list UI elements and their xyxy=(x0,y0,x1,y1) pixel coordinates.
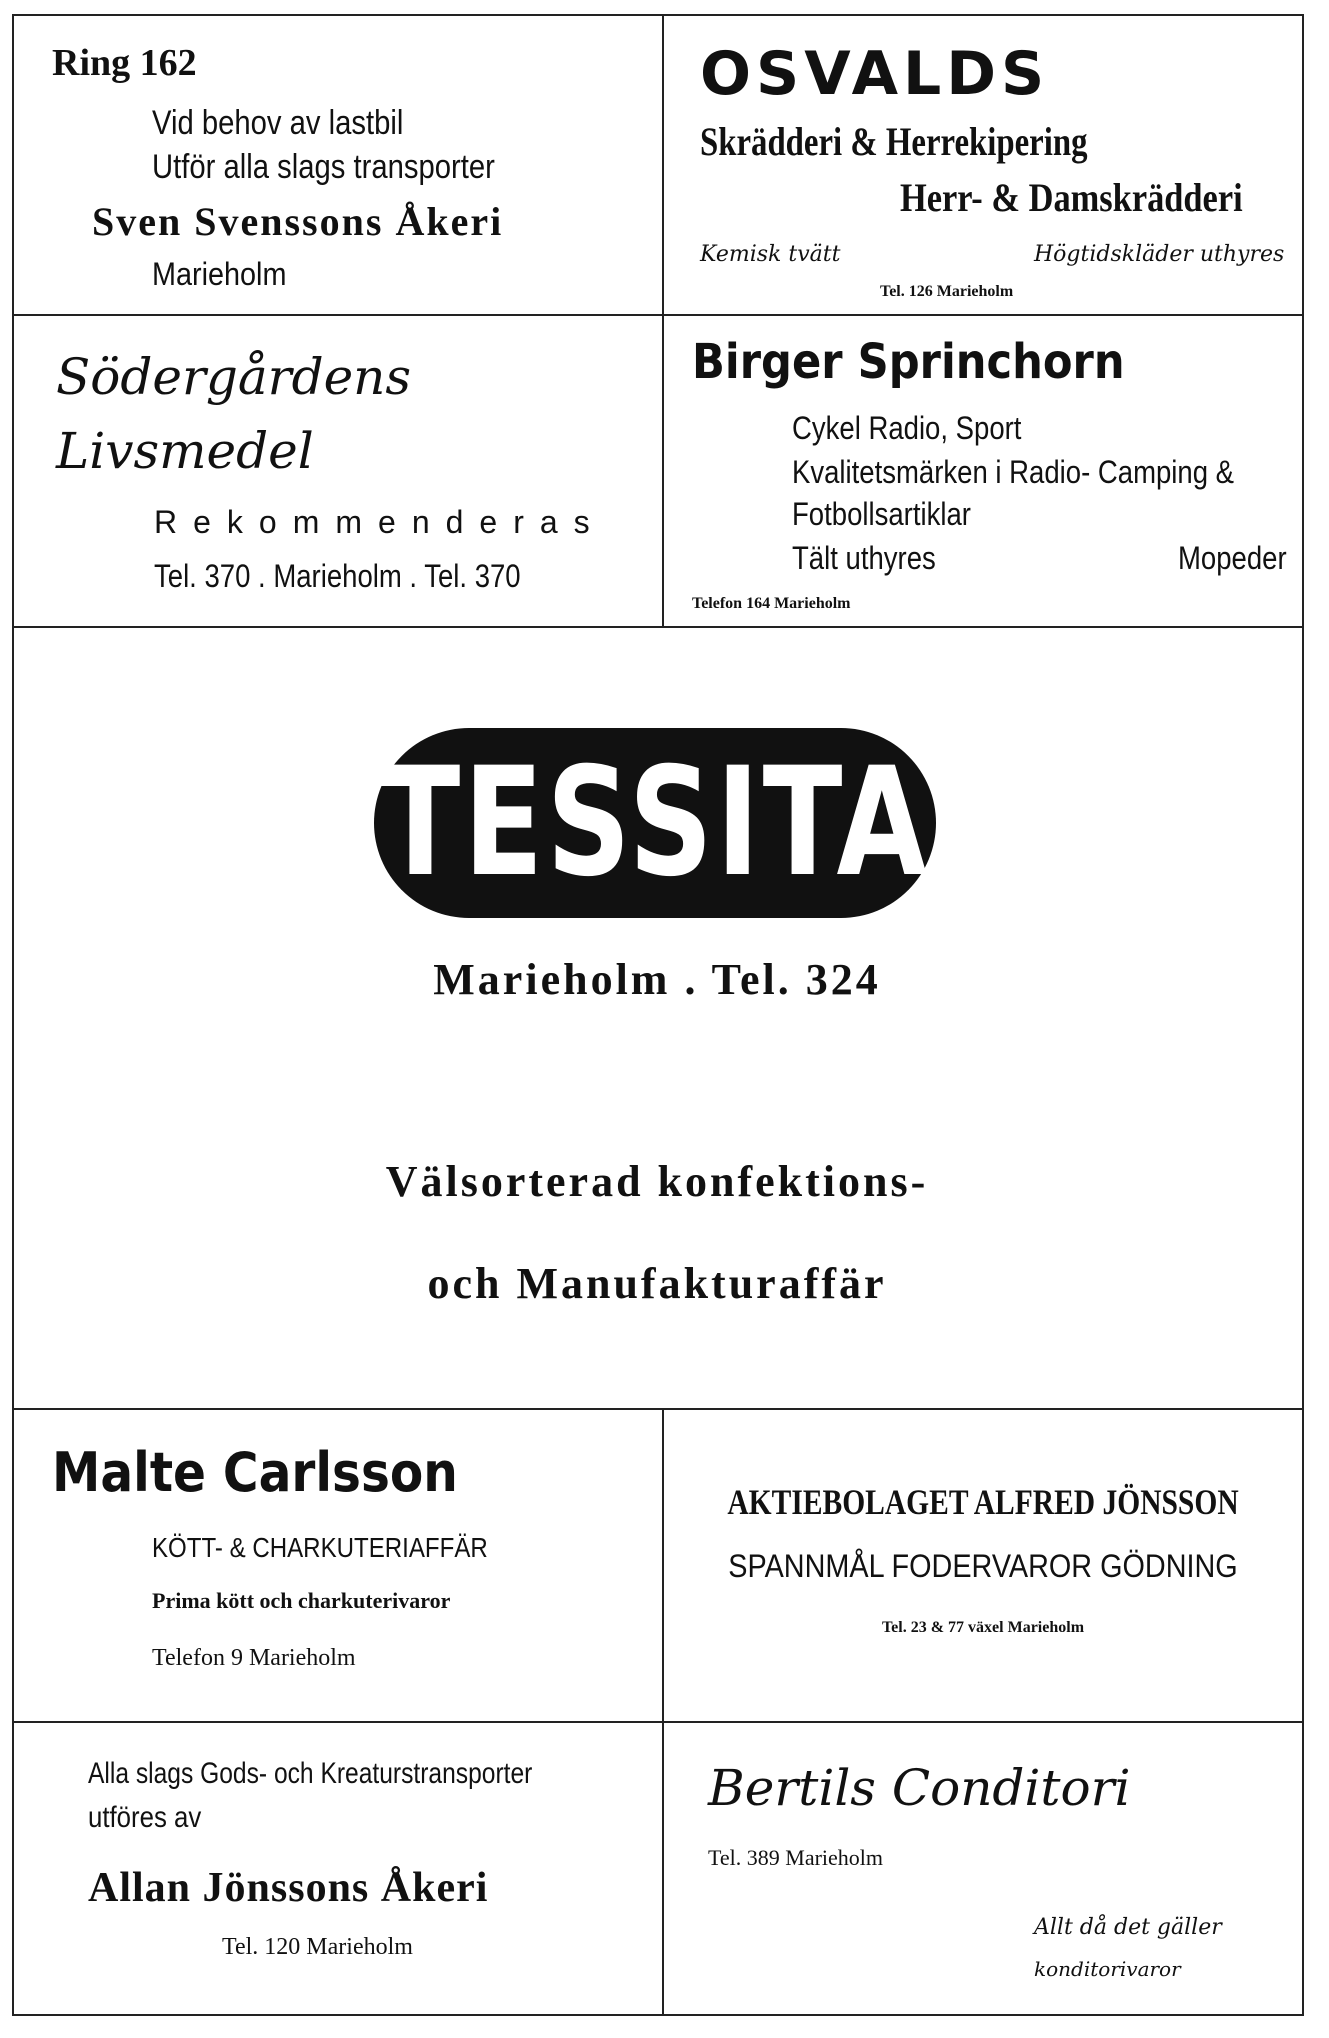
logo-text: TESSITA xyxy=(380,736,930,910)
ad-note: Kemisk tvätt xyxy=(700,242,841,267)
business-name: Malte Carlsson xyxy=(52,1441,458,1504)
ad-line: utföres av xyxy=(88,1801,202,1834)
ad-line: Tält uthyres xyxy=(792,540,936,576)
ad-line: Vid behov av lastbil xyxy=(152,104,404,142)
ad-line: Skrädderi & Herrekipering xyxy=(700,119,1088,164)
ad-slogan: Allt då det gäller xyxy=(1034,1915,1222,1940)
ad-line: och Manufakturaffär xyxy=(427,1259,887,1308)
ad-note: Högtidskläder uthyres xyxy=(1034,242,1285,267)
ad-line: SPANNMÅL FODERVAROR GÖDNING xyxy=(728,1548,1238,1584)
ad-phone: Tel. 126 Marieholm xyxy=(880,283,1014,300)
ad-bertils-conditori xyxy=(664,1723,1302,2014)
ad-phone: Telefon 164 Marieholm xyxy=(692,595,851,612)
ad-alfred-jonsson xyxy=(664,1410,1302,1721)
ad-osvalds xyxy=(664,14,1302,314)
business-name: Allan Jönssons Åkeri xyxy=(88,1865,489,1911)
ad-birger-sprinchorn xyxy=(664,316,1302,626)
ad-page xyxy=(12,14,1304,2014)
ad-phone: Tel. 370 . Marieholm . Tel. 370 xyxy=(154,558,521,594)
ad-line: Alla slags Gods- och Kreaturstransporter xyxy=(88,1757,533,1790)
business-name: Livsmedel xyxy=(56,422,314,480)
business-name: AKTIEBOLAGET ALFRED JÖNSSON xyxy=(727,1482,1239,1522)
ad-line: KÖTT- & CHARKUTERIAFFÄR xyxy=(152,1532,488,1563)
ad-line: Cykel Radio, Sport xyxy=(792,410,1022,446)
ad-phone: Telefon 9 Marieholm xyxy=(152,1645,356,1671)
tessita-logo xyxy=(374,728,936,918)
business-name: Södergårdens xyxy=(56,348,412,406)
business-name: Bertils Conditori xyxy=(708,1759,1131,1817)
business-name: Sven Svenssons Åkeri xyxy=(92,199,504,244)
ad-phone: Tel. 120 Marieholm xyxy=(222,1934,413,1960)
bottom-border xyxy=(12,2014,1304,2016)
ad-slogan: konditorivaror xyxy=(1034,1957,1181,1981)
ad-sodergardens-livsmedel xyxy=(12,316,662,626)
ad-phone: Tel. 389 Marieholm xyxy=(708,1845,884,1870)
ad-phone: Tel. 23 & 77 växel Marieholm xyxy=(881,1619,1085,1636)
ad-sven-svenssons-akeri xyxy=(12,14,662,314)
ad-line: Herr- & Damskrädderi xyxy=(900,175,1243,220)
ad-malte-carlsson xyxy=(12,1410,662,1721)
ad-line: Kvalitetsmärken i Radio- Camping & xyxy=(792,454,1235,490)
ad-line: Prima kött och charkuterivaror xyxy=(152,1588,451,1613)
ad-line: Mopeder xyxy=(1178,540,1287,576)
ad-phone: Marieholm . Tel. 324 xyxy=(433,955,881,1004)
ad-place: Marieholm xyxy=(152,256,287,292)
ad-tagline: Rekommenderas xyxy=(154,504,606,540)
ad-line: Välsorterad konfektions- xyxy=(385,1157,929,1206)
right-border xyxy=(1302,14,1304,2014)
ad-line: Utför alla slags transporter xyxy=(152,148,495,186)
business-name: OSVALDS xyxy=(700,39,1050,109)
ad-heading: Ring 162 xyxy=(52,42,197,84)
ad-allan-jonssons-akeri xyxy=(12,1723,662,2014)
ad-line: Fotbollsartiklar xyxy=(792,496,971,532)
business-name: Birger Sprinchorn xyxy=(692,334,1125,390)
